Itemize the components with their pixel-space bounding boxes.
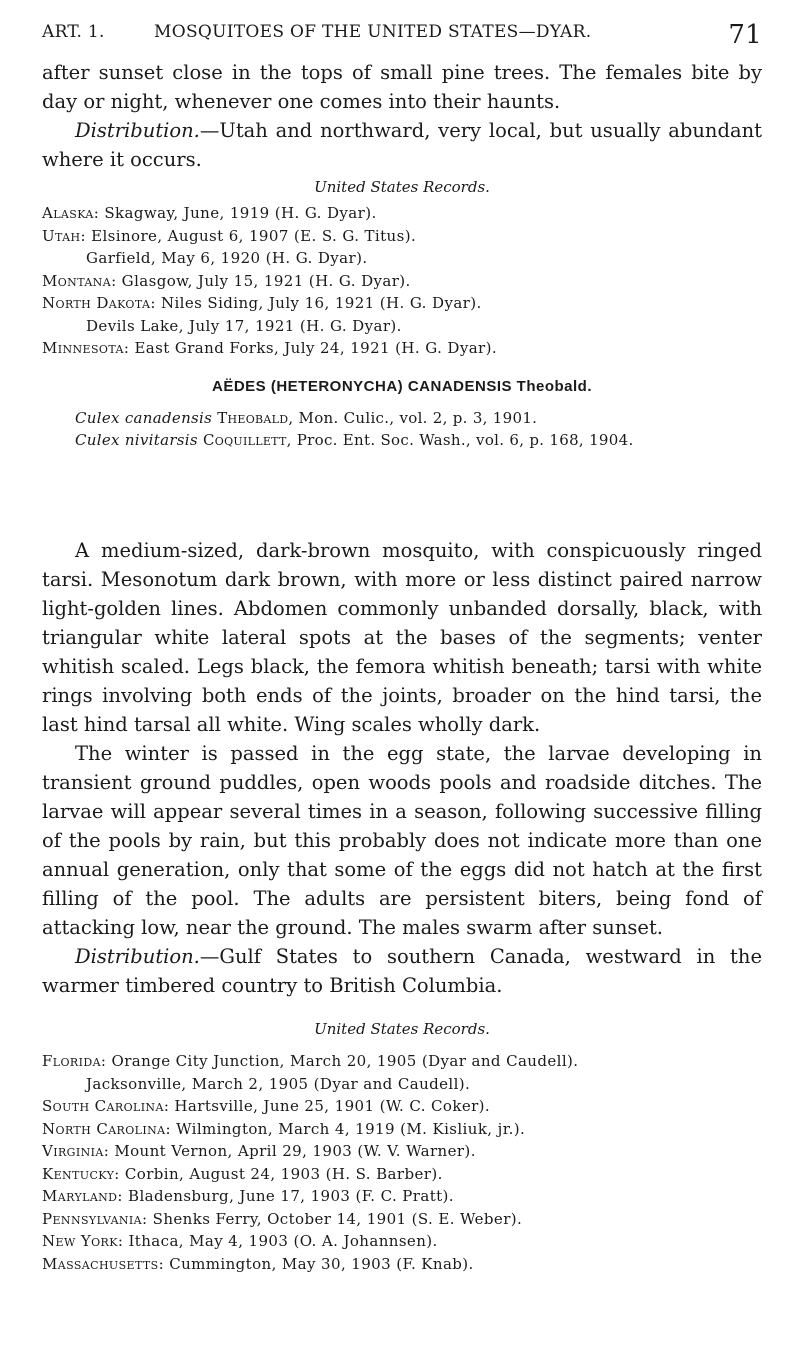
page-number: 71 [728,20,762,50]
record-text: : Mount Vernon, April 29, 1903 (W. V. Warner). [103,1142,476,1160]
synonym-entry [75,429,762,451]
record-entry [42,1163,762,1186]
distribution-label: Distribution. [75,945,200,968]
record-entry [42,1095,762,1118]
record-entry [42,1253,762,1276]
record-text: : Cummington, May 30, 1903 (F. Knab). [158,1254,474,1273]
record-text: : Ithaca, May 4, 1903 (O. A. Johannsen). [117,1232,438,1250]
record-entry [42,292,762,315]
lower-section [42,536,762,1275]
record-entry [42,202,762,225]
record-state: Kentucky [42,1164,115,1183]
synonym-reference: , Mon. Culic., vol. 2, p. 3, 1901. [288,408,538,427]
records-heading-1: United States Records. [314,178,490,196]
record-entry [42,315,762,338]
article-number: ART. 1. [42,22,105,42]
record-entry [42,247,762,270]
record-state: Maryland [42,1187,118,1205]
distribution-text: —Gulf States to southern Canada, westward in the warmer timbered country to British Columbia. [42,945,762,997]
synonym-name: Culex canadensis [75,408,213,427]
upper-section [42,58,762,451]
description-paragraph: A medium-sized, dark-brown mosquito, with conspicuously ringed tarsi. Mesonotum dark brown, with more or less distinct paired narrow light-golden lines. Abdomen commonly unbanded dorsally, black, with triangular white lateral spots at the bases of the segments; venter whitish scaled. Legs black, the femora whitish beneath; tarsi with white rings involving both ends of the joints, broader on the hind tarsi, the last hind tarsal all white. Wing scales wholly dark. [42,539,762,736]
record-text: : Orange City Junction, March 20, 1905 (Dyar and Caudell). [100,1052,579,1070]
record-text: : Hartsville, June 25, 1901 (W. C. Coker). [163,1097,491,1115]
distribution-text: —Utah and northward, very local, but usually abundant where it occurs. [42,119,762,171]
paragraph-continuation: after sunset close in the tops of small pine trees. The females bite by day or night, whenever one comes into their haunts. [42,61,762,113]
record-entry [42,1185,762,1208]
running-title: MOSQUITOES OF THE UNITED STATES—DYAR. [154,22,592,42]
records-heading-2: United States Records. [314,1020,490,1038]
record-state: Massachusetts [42,1254,159,1273]
record-entry [42,1208,762,1231]
record-state: North Dakota [42,294,151,312]
record-state: Pennsylvania [42,1209,143,1228]
record-entry [42,1073,762,1096]
record-state: South Carolina [42,1097,164,1115]
record-entry [42,1050,762,1073]
biology-paragraph: The winter is passed in the egg state, the larvae developing in transient ground puddles, open woods pools and roadside ditches. The larvae will appear several times in a season, following successive filling of the pools by rain, but this probably does not indicate more than one annual generation, only that some of the eggs did not hatch at the first filling of the pool. The adults are persistent biters, being fond of attacking low, near the ground. The males swarm after sunset. [42,742,762,939]
record-state: Utah [42,226,81,245]
record-entry [42,1140,762,1163]
distribution-paragraph-2 [42,942,762,1000]
record-entry [42,225,762,248]
record-state: Alaska [42,204,94,222]
synonym-reference: , Proc. Ent. Soc. Wash., vol. 6, p. 168, 1904. [286,430,634,449]
record-entry [42,1230,762,1253]
record-state: Florida [42,1052,101,1070]
species-heading: AËDES (HETERONYCHA) CANADENSIS Theobald. [211,377,593,395]
distribution-paragraph-1 [42,116,762,174]
records-list-2 [42,1050,762,1275]
record-state: Montana [42,271,112,290]
record-text: : Skagway, June, 1919 (H. G. Dyar). [93,204,377,222]
synonym-author: Coquillett [202,430,287,449]
running-header [42,20,762,56]
record-entry [42,270,762,293]
synonym-name: Culex nivitarsis [75,430,198,449]
record-text: : Corbin, August 24, 1903 (H. S. Barber). [114,1164,443,1183]
record-state: North Carolina [42,1119,166,1138]
record-entry [42,1118,762,1141]
record-text: : Elsinore, August 6, 1907 (E. S. G. Titus). [80,226,417,245]
record-state: Virginia [42,1142,104,1160]
records-list-1 [42,202,762,360]
record-state: New York [42,1232,118,1250]
record-text: : Glasgow, July 15, 1921 (H. G. Dyar). [111,271,411,290]
record-text: : Bladensburg, June 17, 1903 (F. C. Pratt). [117,1187,454,1205]
record-text: : East Grand Forks, July 24, 1921 (H. G. Dyar). [123,339,498,357]
record-text: Garfield, May 6, 1920 (H. G. Dyar). [86,249,368,267]
record-text: : Shenks Ferry, October 14, 1901 (S. E. Weber). [142,1209,523,1228]
record-text: : Wilmington, March 4, 1919 (M. Kisliuk, jr.). [165,1119,526,1138]
synonym-entry [75,407,762,429]
record-text: Devils Lake, July 17, 1921 (H. G. Dyar). [86,316,402,335]
synonym-author: Theobald [217,408,289,427]
record-text: Jacksonville, March 2, 1905 (Dyar and Caudell). [86,1074,471,1093]
record-entry [42,337,762,360]
synonymy-list [42,407,762,451]
record-text: : Niles Siding, July 16, 1921 (H. G. Dyar). [150,294,482,312]
record-state: Minnesota [42,339,124,357]
distribution-label: Distribution. [75,119,200,142]
